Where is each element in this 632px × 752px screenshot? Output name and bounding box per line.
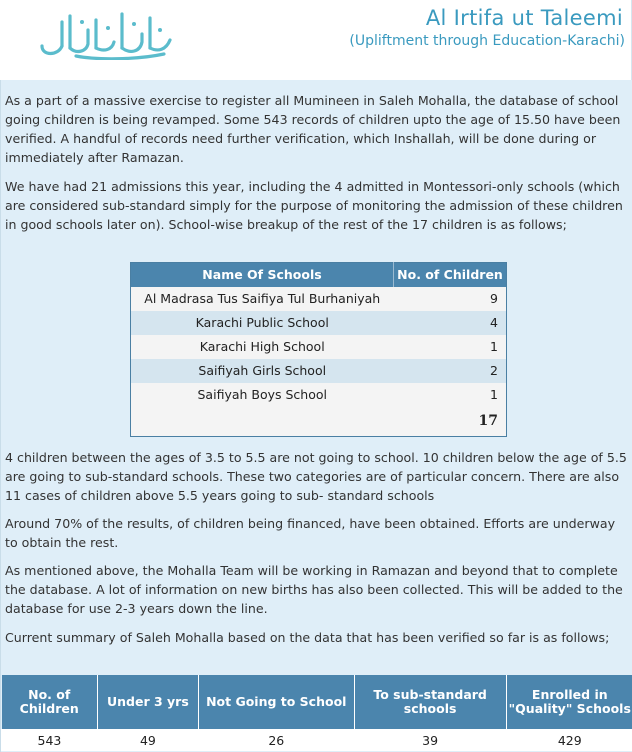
main-content — [0, 80, 632, 752]
site-title: Al Irtifa ut Taleemi — [425, 6, 623, 30]
school-name: Saifiyah Boys School — [131, 383, 394, 407]
summary-total-children: 543 — [2, 729, 98, 751]
paragraph-summary-intro: Current summary of Saleh Mohalla based on the data that has been verified so far is as follows; — [5, 630, 610, 645]
total-label-cell — [131, 407, 394, 437]
paragraph-concerns: 4 children between the ages of 3.5 to 5.5 are not going to school. 10 children below the age of 5.5 are going to sub-standard schools. These two categories are of particular concern. There are also 11 cases of children above 5.5 years going to sub- standard schools — [5, 450, 627, 503]
children-count: 9 — [394, 287, 507, 311]
column-header-under-3: Under 3 yrs — [97, 675, 198, 729]
site-header — [0, 0, 632, 80]
summary-under-3: 49 — [97, 729, 198, 751]
site-logo[interactable] — [36, 8, 176, 60]
total-children-count: 17 — [394, 407, 507, 437]
table-total-row — [131, 407, 507, 437]
summary-table — [1, 675, 632, 751]
school-name: Karachi Public School — [131, 311, 394, 335]
summary-not-going: 26 — [198, 729, 354, 751]
school-name: Saifiyah Girls School — [131, 359, 394, 383]
children-count: 1 — [394, 383, 507, 407]
column-header-school-name: Name Of Schools — [131, 263, 394, 287]
school-name: Karachi High School — [131, 335, 394, 359]
table-row — [131, 359, 507, 383]
table-row — [131, 335, 507, 359]
children-count: 1 — [394, 335, 507, 359]
paragraph-mohalla-team: As mentioned above, the Mohalla Team will be working in Ramazan and beyond that to complete the database. A lot of information on new births has also been collected. This will be added to the database for use 2-3 years down the line. — [5, 563, 623, 616]
paragraph-intro: As a part of a massive exercise to register all Mumineen in Saleh Mohalla, the database of school going children is being revamped. Some 543 records of children upto the age of 15.50 have been verified. A handful of records need further verification, which Inshallah, will be done during or immediately after Ramazan. — [5, 93, 621, 165]
column-header-sub-standard: To sub-standard schools — [354, 675, 506, 729]
summary-quality-schools: 429 — [506, 729, 632, 751]
children-count: 2 — [394, 359, 507, 383]
paragraph-results: Around 70% of the results, of children being financed, have been obtained. Efforts are underway to obtain the rest. — [5, 516, 616, 550]
site-subtitle: (Upliftment through Education-Karachi) — [349, 33, 625, 49]
column-header-not-going: Not Going to School — [198, 675, 354, 729]
column-header-quality-schools: Enrolled in "Quality" Schools — [506, 675, 632, 729]
schools-table — [130, 262, 507, 437]
summary-sub-standard: 39 — [354, 729, 506, 751]
table-row — [131, 287, 507, 311]
school-name: Al Madrasa Tus Saifiya Tul Burhaniyah — [131, 287, 394, 311]
table-row — [131, 311, 507, 335]
table-row — [2, 729, 632, 751]
column-header-children-count: No. of Children — [394, 263, 507, 287]
paragraph-admissions: We have had 21 admissions this year, including the 4 admitted in Montessori-only schools (which are considered sub-standard simply for the purpose of monitoring the admission of these children in good schools later on). School-wise breakup of the rest of the 17 children is as follows; — [5, 179, 623, 232]
children-count: 4 — [394, 311, 507, 335]
column-header-total-children: No. of Children — [2, 675, 98, 729]
table-row — [131, 383, 507, 407]
